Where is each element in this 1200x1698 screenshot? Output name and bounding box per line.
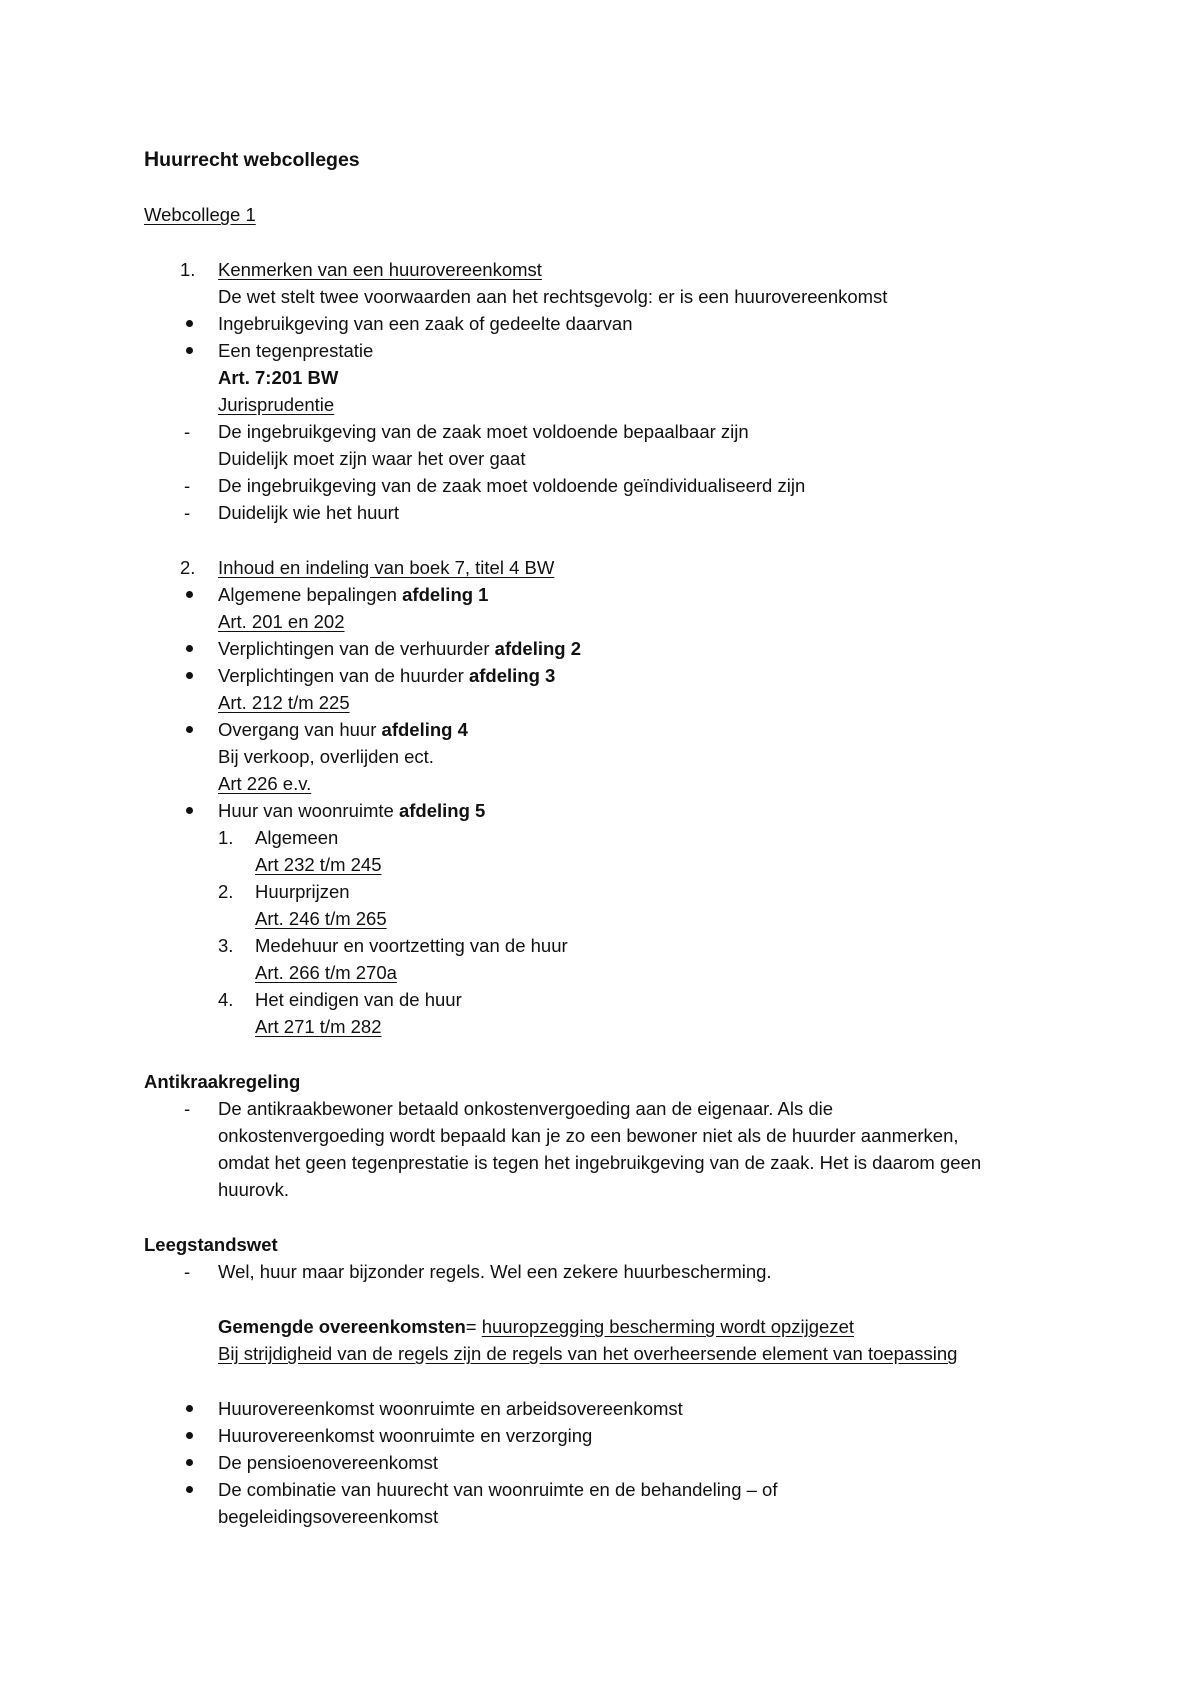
mixed-contracts-label: Gemengde overeenkomsten bbox=[218, 1316, 466, 1337]
dash-marker: - bbox=[184, 421, 191, 442]
paragraph-line: huurovk. bbox=[218, 1179, 289, 1200]
equals-sign: = bbox=[465, 1316, 482, 1337]
section-2-heading: Inhoud en indeling van boek 7, titel 4 BW bbox=[218, 557, 555, 578]
section-label: afdeling 4 bbox=[381, 719, 468, 740]
list-item: Ingebruikgeving van een zaak of gedeelte daarvan bbox=[218, 313, 633, 334]
list-item-continuation: Duidelijk moet zijn waar het over gaat bbox=[218, 448, 526, 469]
bullet-marker bbox=[186, 672, 193, 679]
section-1-intro: De wet stelt twee voorwaarden aan het rechtsgevolg: er is een huurovereenkomst bbox=[218, 286, 888, 307]
sublist-number: 3. bbox=[218, 935, 234, 956]
list-item: De combinatie van huurecht van woonruimte en de behandeling – of bbox=[218, 1479, 778, 1500]
list-item: De pensioenovereenkomst bbox=[218, 1452, 439, 1473]
list-item: Een tegenprestatie bbox=[218, 340, 374, 361]
sublist-item: Huurprijzen bbox=[255, 881, 350, 902]
paragraph-line: De antikraakbewoner betaald onkostenvergoeding aan de eigenaar. Als die bbox=[218, 1098, 834, 1119]
article-reference: Art. 246 t/m 265 bbox=[255, 908, 387, 929]
bullet-marker bbox=[186, 645, 193, 652]
bullet-marker bbox=[186, 726, 193, 733]
bullet-marker bbox=[186, 1405, 193, 1412]
dash-marker: - bbox=[184, 1098, 191, 1119]
bullet-marker bbox=[186, 347, 193, 354]
list-item: De ingebruikgeving van de zaak moet voldoende geïndividualiseerd zijn bbox=[218, 475, 806, 496]
sublist-number: 1. bbox=[218, 827, 234, 848]
leegstandswet-heading: Leegstandswet bbox=[144, 1234, 278, 1255]
list-item bbox=[218, 635, 581, 662]
article-reference: Art. 201 en 202 bbox=[218, 611, 345, 632]
dash-marker: - bbox=[184, 1261, 191, 1282]
item-text: Overgang van huur bbox=[218, 719, 382, 740]
section-label: afdeling 5 bbox=[398, 800, 486, 821]
sublist-item: Het eindigen van de huur bbox=[255, 989, 462, 1010]
section-2-number: 2. bbox=[180, 557, 196, 578]
paragraph-line: onkostenvergoeding wordt bepaald kan je zo een bewoner niet als de huurder aanmerken, bbox=[218, 1125, 959, 1146]
list-item bbox=[218, 716, 468, 743]
bullet-marker bbox=[186, 1432, 193, 1439]
antikraak-heading: Antikraakregeling bbox=[144, 1071, 301, 1092]
section-1-number: 1. bbox=[180, 259, 196, 280]
mixed-contracts-line bbox=[218, 1313, 854, 1340]
bullet-marker bbox=[186, 320, 193, 327]
list-item: De ingebruikgeving van de zaak moet voldoende bepaalbaar zijn bbox=[218, 421, 749, 442]
title-initial: H bbox=[144, 148, 160, 171]
article-reference: Art 226 e.v. bbox=[218, 773, 312, 794]
article-reference: Art. 7:201 BW bbox=[218, 367, 339, 388]
section-label: afdeling 3 bbox=[468, 665, 556, 686]
item-text: Algemene bepalingen bbox=[218, 584, 403, 605]
list-item: Huurovereenkomst woonruimte en arbeidsovereenkomst bbox=[218, 1398, 683, 1419]
mixed-contracts-note: huuropzegging bescherming wordt opzijgezet bbox=[481, 1316, 855, 1337]
list-item bbox=[218, 797, 485, 824]
dash-marker: - bbox=[184, 475, 191, 496]
list-item bbox=[218, 581, 488, 608]
dash-marker: - bbox=[184, 502, 191, 523]
article-reference: Art. 266 t/m 270a bbox=[255, 962, 397, 983]
list-item: Duidelijk wie het huurt bbox=[218, 502, 399, 523]
paragraph-line: Wel, huur maar bijzonder regels. Wel een zekere huurbescherming. bbox=[218, 1261, 772, 1282]
section-label: afdeling 2 bbox=[494, 638, 582, 659]
bullet-marker bbox=[186, 1486, 193, 1493]
section-1-heading: Kenmerken van een huurovereenkomst bbox=[218, 259, 542, 280]
article-reference: Art 271 t/m 282 bbox=[255, 1016, 382, 1037]
article-reference: Art. 212 t/m 225 bbox=[218, 692, 350, 713]
article-reference: Art 232 t/m 245 bbox=[255, 854, 382, 875]
bullet-marker bbox=[186, 1459, 193, 1466]
bullet-marker bbox=[186, 591, 193, 598]
list-item-continuation: Bij verkoop, overlijden ect. bbox=[218, 746, 434, 767]
list-item-continuation: begeleidingsovereenkomst bbox=[218, 1506, 439, 1527]
item-text: Huur van woonruimte bbox=[218, 800, 399, 821]
item-text: Verplichtingen van de huurder bbox=[218, 665, 469, 686]
webcollege-heading: Webcollege 1 bbox=[144, 204, 256, 225]
list-item bbox=[218, 662, 555, 689]
bullet-marker bbox=[186, 807, 193, 814]
sublist-item: Medehuur en voortzetting van de huur bbox=[255, 935, 568, 956]
title-rest: uurrecht webcolleges bbox=[159, 149, 360, 171]
section-label: afdeling 1 bbox=[402, 584, 489, 605]
conflict-rule: Bij strijdigheid van de regels zijn de regels van het overheersende element van toepassing bbox=[218, 1343, 958, 1364]
paragraph-line: omdat het geen tegenprestatie is tegen het ingebruikgeving van de zaak. Het is daarom geen bbox=[218, 1152, 982, 1173]
sublist-number: 4. bbox=[218, 989, 234, 1010]
sublist-number: 2. bbox=[218, 881, 234, 902]
list-item: Huurovereenkomst woonruimte en verzorging bbox=[218, 1425, 593, 1446]
page-title bbox=[144, 146, 360, 173]
jurisprudence-heading: Jurisprudentie bbox=[218, 394, 335, 415]
item-text: Verplichtingen van de verhuurder bbox=[218, 638, 495, 659]
sublist-item: Algemeen bbox=[255, 827, 339, 848]
